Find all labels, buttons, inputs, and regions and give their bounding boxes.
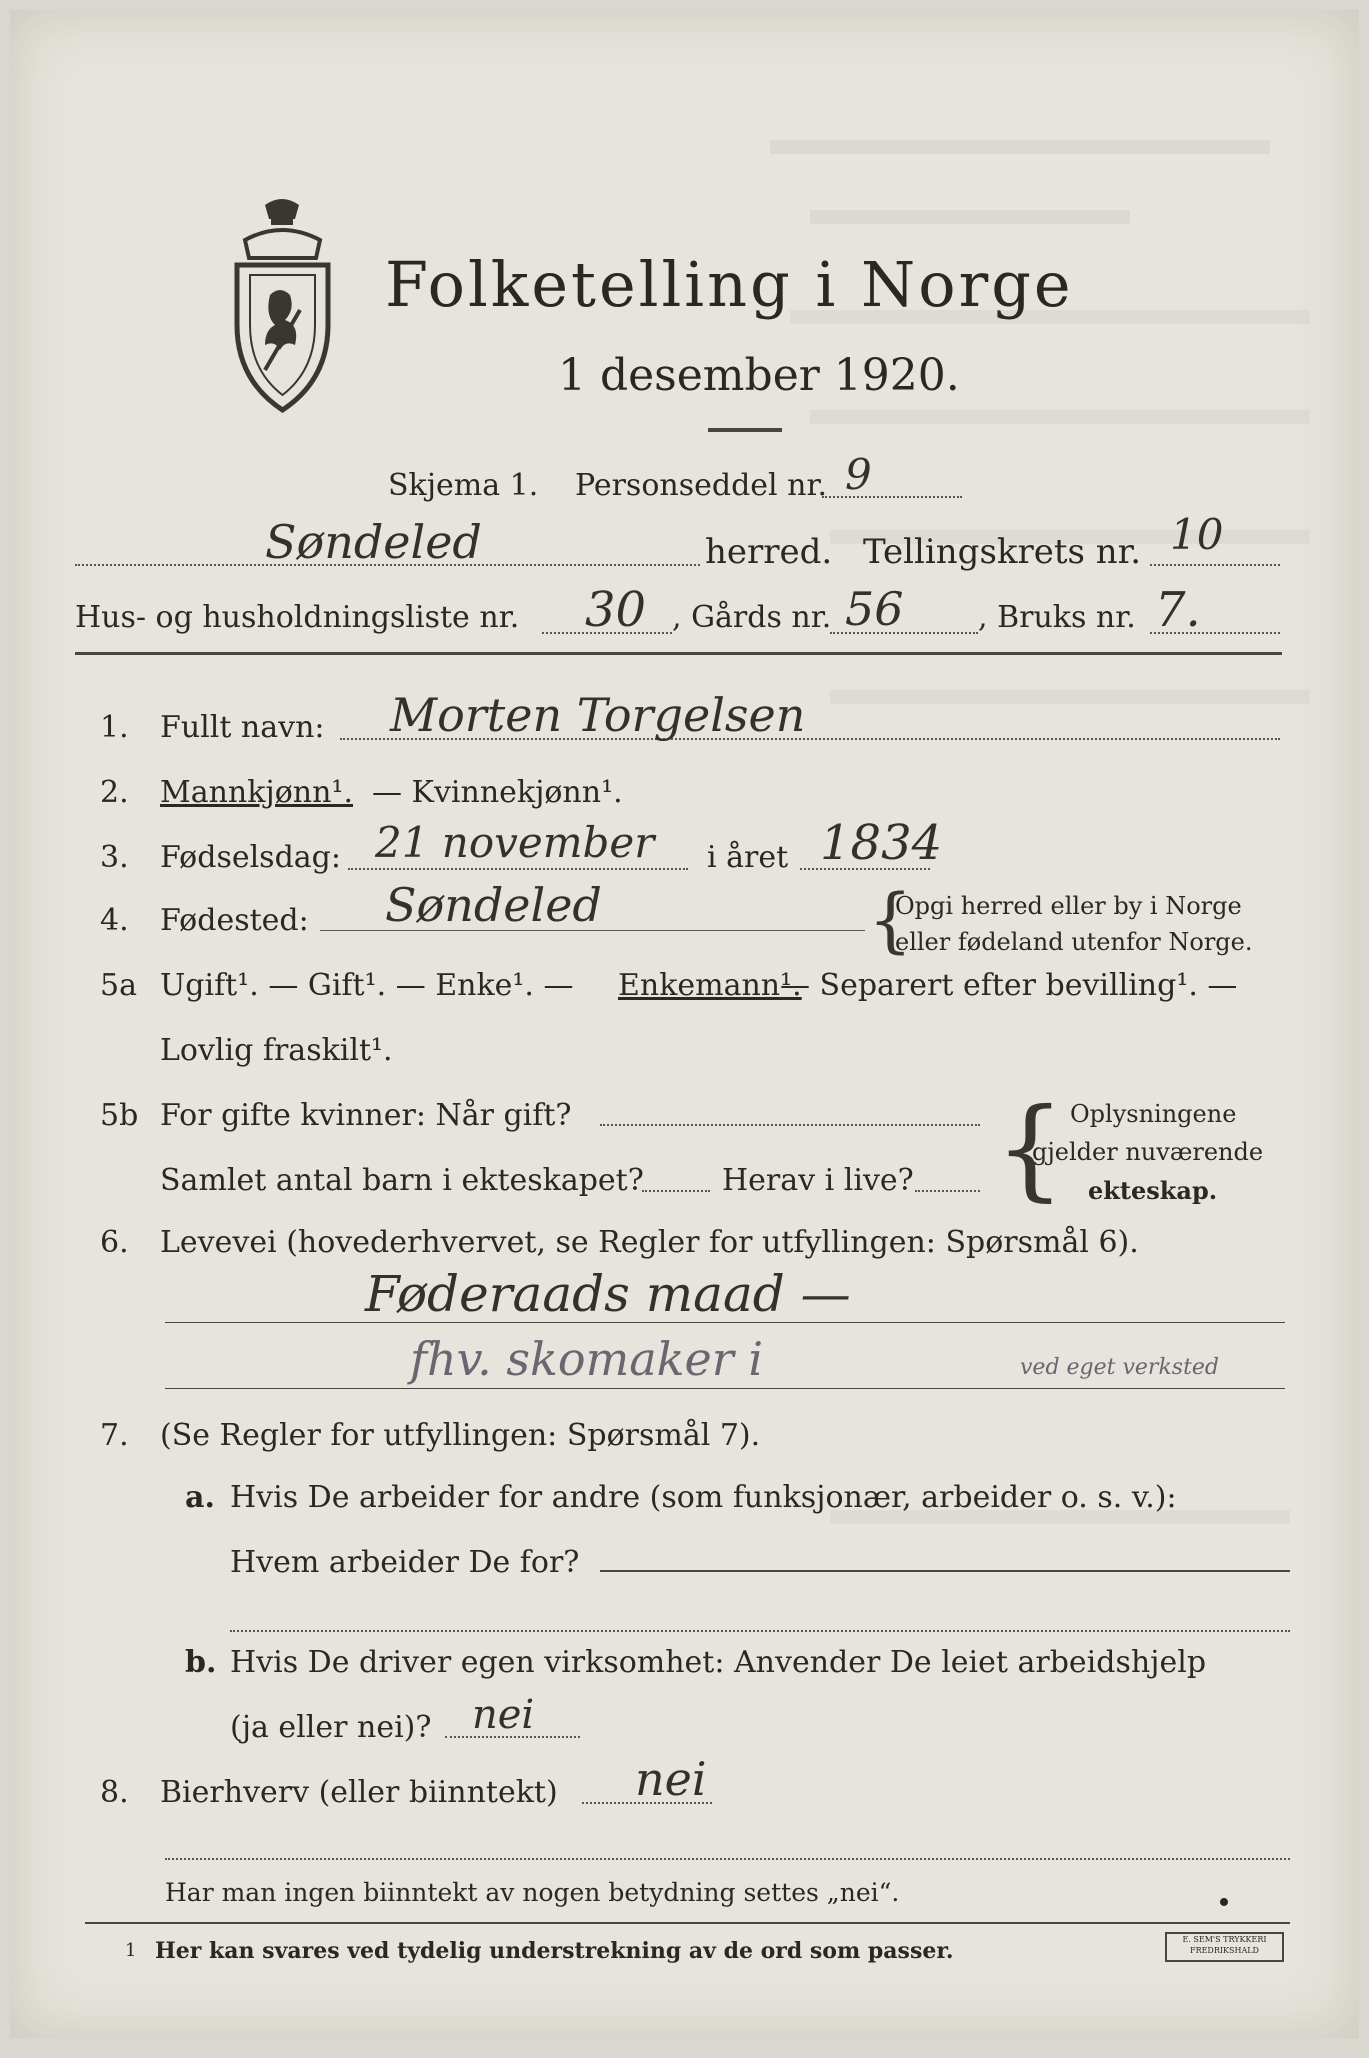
- q6-number: 6.: [100, 1225, 129, 1260]
- personseddel-label: Personseddel nr.: [575, 468, 828, 503]
- q5b-note-2: gjelder nuværende: [1032, 1138, 1264, 1166]
- herred-value: Søndeled: [265, 515, 482, 569]
- q7a-number: a.: [185, 1480, 215, 1515]
- q7-number: 7.: [100, 1418, 129, 1453]
- personseddel-value: 9: [845, 450, 872, 499]
- q3-year: 1834: [820, 815, 943, 871]
- hus-label: Hus- og husholdningsliste nr.: [75, 600, 520, 635]
- q5b-barn: Samlet antal barn i ekteskapet?: [160, 1163, 644, 1198]
- q4-value: Søndeled: [385, 878, 602, 932]
- q1-label: Fullt navn:: [160, 710, 325, 745]
- q7b-number: b.: [185, 1645, 217, 1680]
- q4-number: 4.: [100, 903, 129, 938]
- hus-value: 30: [585, 582, 647, 638]
- q3-label: Fødselsdag:: [160, 840, 341, 875]
- q2-mann: Mannkjønn¹.: [160, 775, 353, 810]
- q2-number: 2.: [100, 775, 129, 810]
- skjema-label: Skjema 1.: [388, 468, 539, 503]
- bruks-label: , Bruks nr.: [978, 600, 1136, 635]
- q7b-label: Hvis De driver egen virksomhet: Anvender De leiet arbeidshjelp: [230, 1645, 1207, 1680]
- q4-note-1: Opgi herred eller by i Norge: [895, 892, 1242, 920]
- q5b-number: 5b: [100, 1098, 139, 1133]
- coat-of-arms-icon: [225, 195, 340, 429]
- biinntekt-note: Har man ingen biinntekt av nogen betydning settes „nei“.: [165, 1878, 900, 1907]
- q5a-line2: Lovlig fraskilt¹.: [160, 1033, 393, 1068]
- footnote-text: Her kan svares ved tydelig understrekning av de ord som passer.: [155, 1938, 954, 1964]
- q3-year-label: i året: [707, 840, 789, 875]
- title-divider: [708, 428, 782, 432]
- q3-value: 21 november: [375, 818, 655, 867]
- printer-text: E. SEM'S TRYKKERI FREDRIKSHALD: [1182, 1935, 1267, 1955]
- q4-label: Fødested:: [160, 903, 309, 938]
- tellingskrets-value: 10: [1170, 510, 1224, 559]
- q6-label: Levevei (hovederhvervet, se Regler for utfyllingen: Spørsmål 6).: [160, 1225, 1139, 1260]
- q2-kvinne: — Kvinnekjønn¹.: [372, 775, 623, 810]
- printer-stamp: [1165, 1932, 1284, 1962]
- q4-brace: {: [868, 879, 913, 961]
- q4-note-2: eller fødeland utenfor Norge.: [895, 928, 1253, 956]
- q8-label: Bierhverv (eller biinntekt): [160, 1775, 558, 1810]
- q5a-number: 5a: [100, 968, 137, 1003]
- q7b-value: nei: [472, 1692, 535, 1738]
- form-title: Folketelling i Norge: [385, 248, 1074, 321]
- q7b-label-2: (ja eller nei)?: [230, 1710, 432, 1745]
- q5a-enkemann: Enkemann¹.: [618, 968, 802, 1003]
- q5b-label: For gifte kvinner: Når gift?: [160, 1098, 572, 1133]
- bruks-value: 7.: [1155, 582, 1201, 638]
- q1-number: 1.: [100, 710, 129, 745]
- q8-number: 8.: [100, 1775, 129, 1810]
- census-date: 1 desember 1920.: [558, 350, 960, 401]
- q7-label: (Se Regler for utfyllingen: Spørsmål 7).: [160, 1418, 761, 1453]
- q6-value-3: ved eget verksted: [1020, 1355, 1220, 1380]
- header-divider: [75, 652, 1282, 655]
- q6-value-1: Føderaads maad —: [365, 1265, 851, 1323]
- q5a-rest: — Separert efter bevilling¹. —: [780, 968, 1238, 1003]
- q7a-label-2: Hvem arbeider De for?: [230, 1545, 580, 1580]
- gards-value: 56: [845, 582, 904, 636]
- tellingskrets-label: Tellingskrets nr.: [863, 532, 1142, 572]
- q5a-options: Ugift¹. — Gift¹. — Enke¹. —: [160, 968, 574, 1003]
- footnote-divider: [85, 1922, 1290, 1924]
- q8-value: nei: [635, 1752, 707, 1806]
- gards-label: , Gårds nr.: [672, 600, 832, 635]
- ink-dot: [1220, 1898, 1228, 1906]
- q5b-herav: Herav i live?: [722, 1163, 914, 1198]
- herred-label: herred.: [705, 532, 833, 572]
- q7a-label: Hvis De arbeider for andre (som funksjonær, arbeider o. s. v.):: [230, 1480, 1177, 1515]
- q1-value: Morten Torgelsen: [390, 688, 806, 742]
- footnote-number: 1: [125, 1940, 137, 1961]
- q6-value-2: fhv. skomaker i: [410, 1332, 764, 1386]
- q3-number: 3.: [100, 840, 129, 875]
- q5b-brace: {: [995, 1084, 1065, 1212]
- q5b-note-1: Oplysningene: [1070, 1100, 1237, 1128]
- q5b-note-3: ekteskap.: [1088, 1176, 1218, 1205]
- census-form: [10, 10, 1359, 2038]
